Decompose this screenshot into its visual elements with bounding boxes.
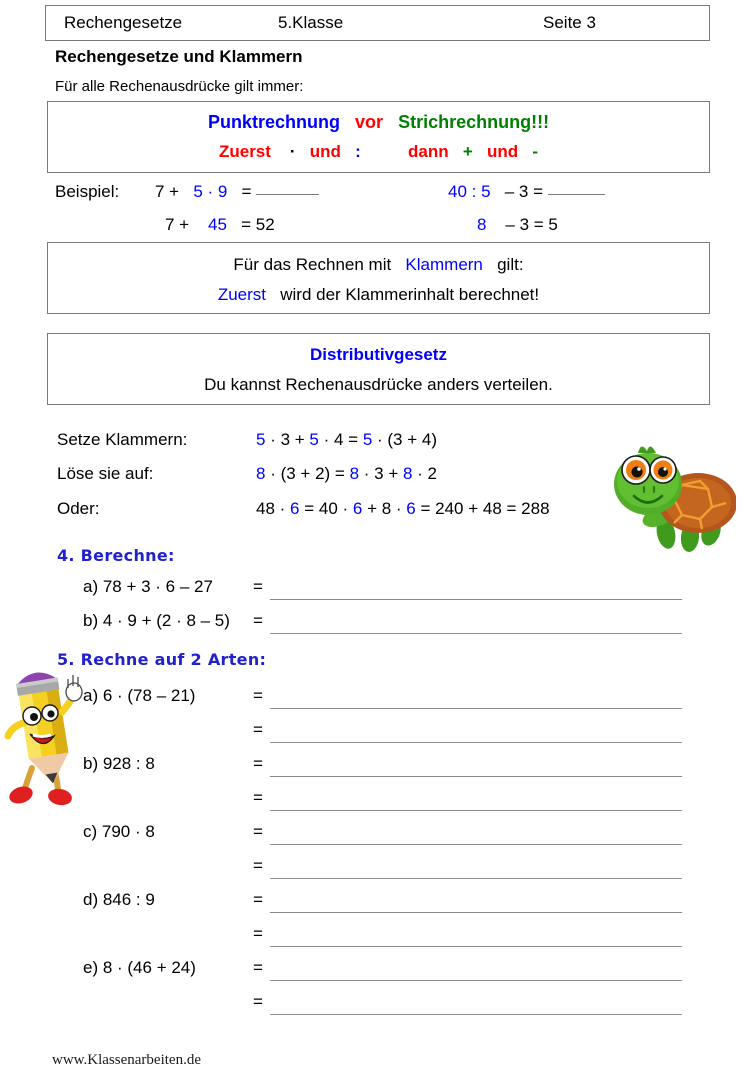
klammern-rule-box bbox=[47, 242, 710, 314]
answer-line[interactable] bbox=[270, 708, 682, 709]
equals-sign: = bbox=[253, 788, 263, 807]
rule-minus-sign: - bbox=[532, 142, 539, 161]
precedence-rule-line-1 bbox=[48, 112, 709, 133]
klammern-1-a: Für das Rechnen mit bbox=[233, 255, 392, 274]
exercise-item-label: b) 928 : 8 bbox=[83, 754, 155, 773]
equals-sign: = bbox=[253, 856, 263, 875]
rule-example-expression-1 bbox=[256, 430, 437, 450]
rule-example-label-1: Setze Klammern: bbox=[57, 430, 188, 449]
expression-token: · (3 + 2) = bbox=[265, 464, 350, 483]
expression-token: 5 bbox=[256, 430, 266, 449]
rule-divide-sign: : bbox=[355, 142, 361, 161]
pencil-mascot-icon bbox=[2, 664, 88, 808]
expression-token: 8 bbox=[402, 464, 413, 483]
beispiel-right-line-1 bbox=[448, 182, 605, 202]
exercise-5-heading: 5. Rechne auf 2 Arten: bbox=[57, 650, 267, 669]
distributivgesetz-title: Distributivgesetz bbox=[310, 345, 447, 364]
rule-punktrechnung: Punktrechnung bbox=[207, 112, 340, 132]
equals-sign: = bbox=[253, 611, 263, 630]
rule-strichrechnung: Strichrechnung!!! bbox=[398, 112, 550, 132]
expression-token: 6 bbox=[352, 499, 363, 518]
expression-token: · 3 + bbox=[265, 430, 310, 449]
equals-sign: = bbox=[253, 754, 263, 773]
expression-token: 6 bbox=[290, 499, 300, 518]
distributivgesetz-text: Du kannst Rechenausdrücke anders verteilen. bbox=[204, 375, 553, 394]
klammern-1-b: Klammern bbox=[405, 255, 483, 274]
turtle-mascot-icon bbox=[608, 437, 736, 553]
expression-token: · 2 bbox=[412, 464, 437, 483]
precedence-rule-line-2 bbox=[48, 142, 709, 162]
answer-line[interactable] bbox=[270, 878, 682, 879]
expression-token: 8 bbox=[349, 464, 360, 483]
beispiel-left-2-c: = 52 bbox=[241, 215, 275, 234]
answer-line[interactable] bbox=[270, 980, 682, 981]
page-title: Rechengesetze und Klammern bbox=[55, 47, 303, 66]
footer-url: www.Klassenarbeiten.de bbox=[52, 1052, 201, 1068]
expression-token: 6 bbox=[406, 499, 416, 518]
equals-sign: = bbox=[253, 890, 263, 909]
answer-line[interactable] bbox=[270, 1014, 682, 1015]
rule-example-label-3: Oder: bbox=[57, 499, 100, 518]
expression-token: 5 bbox=[362, 430, 373, 449]
klammern-2-a: Zuerst bbox=[217, 285, 267, 304]
distributivgesetz-box bbox=[47, 333, 710, 405]
header-box bbox=[45, 5, 710, 41]
rule-plus-sign: + bbox=[462, 142, 473, 161]
expression-token: · 4 = bbox=[318, 430, 363, 449]
answer-line[interactable] bbox=[270, 599, 682, 600]
beispiel-left-line-2 bbox=[165, 215, 275, 235]
beispiel-left-2-b: 45 bbox=[208, 215, 227, 234]
expression-token: 48 · bbox=[256, 499, 291, 518]
rule-example-expression-2 bbox=[256, 464, 437, 484]
answer-line[interactable] bbox=[270, 912, 682, 913]
beispiel-right-2-b: – 3 = 5 bbox=[505, 215, 558, 234]
exercise-item-label: c) 790 · 8 bbox=[83, 822, 155, 841]
beispiel-left-1-c: = bbox=[241, 182, 252, 201]
exercise-item-label: a) 6 · (78 – 21) bbox=[83, 686, 196, 705]
rule-zuerst: Zuerst bbox=[218, 142, 271, 161]
expression-token: · 3 + bbox=[359, 464, 403, 483]
equals-sign: = bbox=[253, 924, 263, 943]
answer-blank[interactable] bbox=[548, 194, 605, 195]
expression-token: = 240 + 48 = 288 bbox=[415, 499, 550, 518]
klammern-1-c: gilt: bbox=[497, 255, 524, 274]
expression-token: · (3 + 4) bbox=[372, 430, 437, 449]
equals-sign: = bbox=[253, 822, 263, 841]
rule-dann: dann bbox=[408, 142, 449, 161]
exercise-item-label: a) 78 + 3 · 6 – 27 bbox=[83, 577, 213, 596]
beispiel-left-line-1 bbox=[155, 182, 319, 202]
exercise-item-label: d) 846 : 9 bbox=[83, 890, 155, 909]
equals-sign: = bbox=[253, 720, 263, 739]
rule-example-label-2: Löse sie auf: bbox=[57, 464, 154, 483]
klammern-2-b: wird der Klammerinhalt berechnet! bbox=[280, 285, 540, 304]
answer-line[interactable] bbox=[270, 742, 682, 743]
equals-sign: = bbox=[253, 686, 263, 705]
rule-und-1: und bbox=[309, 142, 341, 161]
header-row bbox=[46, 6, 709, 40]
rule-example-expression-3 bbox=[256, 499, 550, 519]
beispiel-right-1-a: 40 : 5 bbox=[448, 182, 491, 201]
beispiel-left-1-b: 5 · 9 bbox=[193, 182, 228, 201]
beispiel-right-1-b: – 3 = bbox=[504, 182, 544, 201]
exercise-item-label: e) 8 · (46 + 24) bbox=[83, 958, 196, 977]
beispiel-label: Beispiel: bbox=[55, 182, 120, 201]
answer-line[interactable] bbox=[270, 810, 682, 811]
klammern-line-2 bbox=[48, 285, 709, 305]
precedence-rule-box bbox=[47, 101, 710, 173]
header-subject: Rechengesetze bbox=[64, 13, 183, 32]
equals-sign: = bbox=[253, 958, 263, 977]
klammern-line-1 bbox=[48, 255, 709, 275]
answer-line[interactable] bbox=[270, 946, 682, 947]
equals-sign: = bbox=[253, 577, 263, 596]
rule-multiply-sign: · bbox=[289, 142, 296, 161]
beispiel-left-2-a: 7 + bbox=[165, 215, 190, 234]
expression-token: 8 bbox=[256, 464, 266, 483]
expression-token: + 8 · bbox=[362, 499, 407, 518]
expression-token: = 40 · bbox=[299, 499, 353, 518]
answer-line[interactable] bbox=[270, 776, 682, 777]
answer-blank[interactable] bbox=[256, 194, 319, 195]
answer-line[interactable] bbox=[270, 633, 682, 634]
header-page-number: Seite 3 bbox=[543, 13, 596, 32]
expression-token: 5 bbox=[309, 430, 319, 449]
rule-und-2: und bbox=[486, 142, 519, 161]
beispiel-right-2-a: 8 bbox=[477, 215, 487, 234]
exercise-item-label: b) 4 · 9 + (2 · 8 – 5) bbox=[83, 611, 230, 630]
intro-text: Für alle Rechenausdrücke gilt immer: bbox=[55, 78, 304, 95]
exercise-4-heading: 4. Berechne: bbox=[57, 546, 175, 565]
equals-sign: = bbox=[253, 992, 263, 1011]
header-grade: 5.Klasse bbox=[278, 13, 344, 32]
rule-vor: vor bbox=[355, 112, 384, 132]
beispiel-left-1-a: 7 + bbox=[155, 182, 180, 201]
beispiel-right-line-2 bbox=[477, 215, 558, 235]
answer-line[interactable] bbox=[270, 844, 682, 845]
